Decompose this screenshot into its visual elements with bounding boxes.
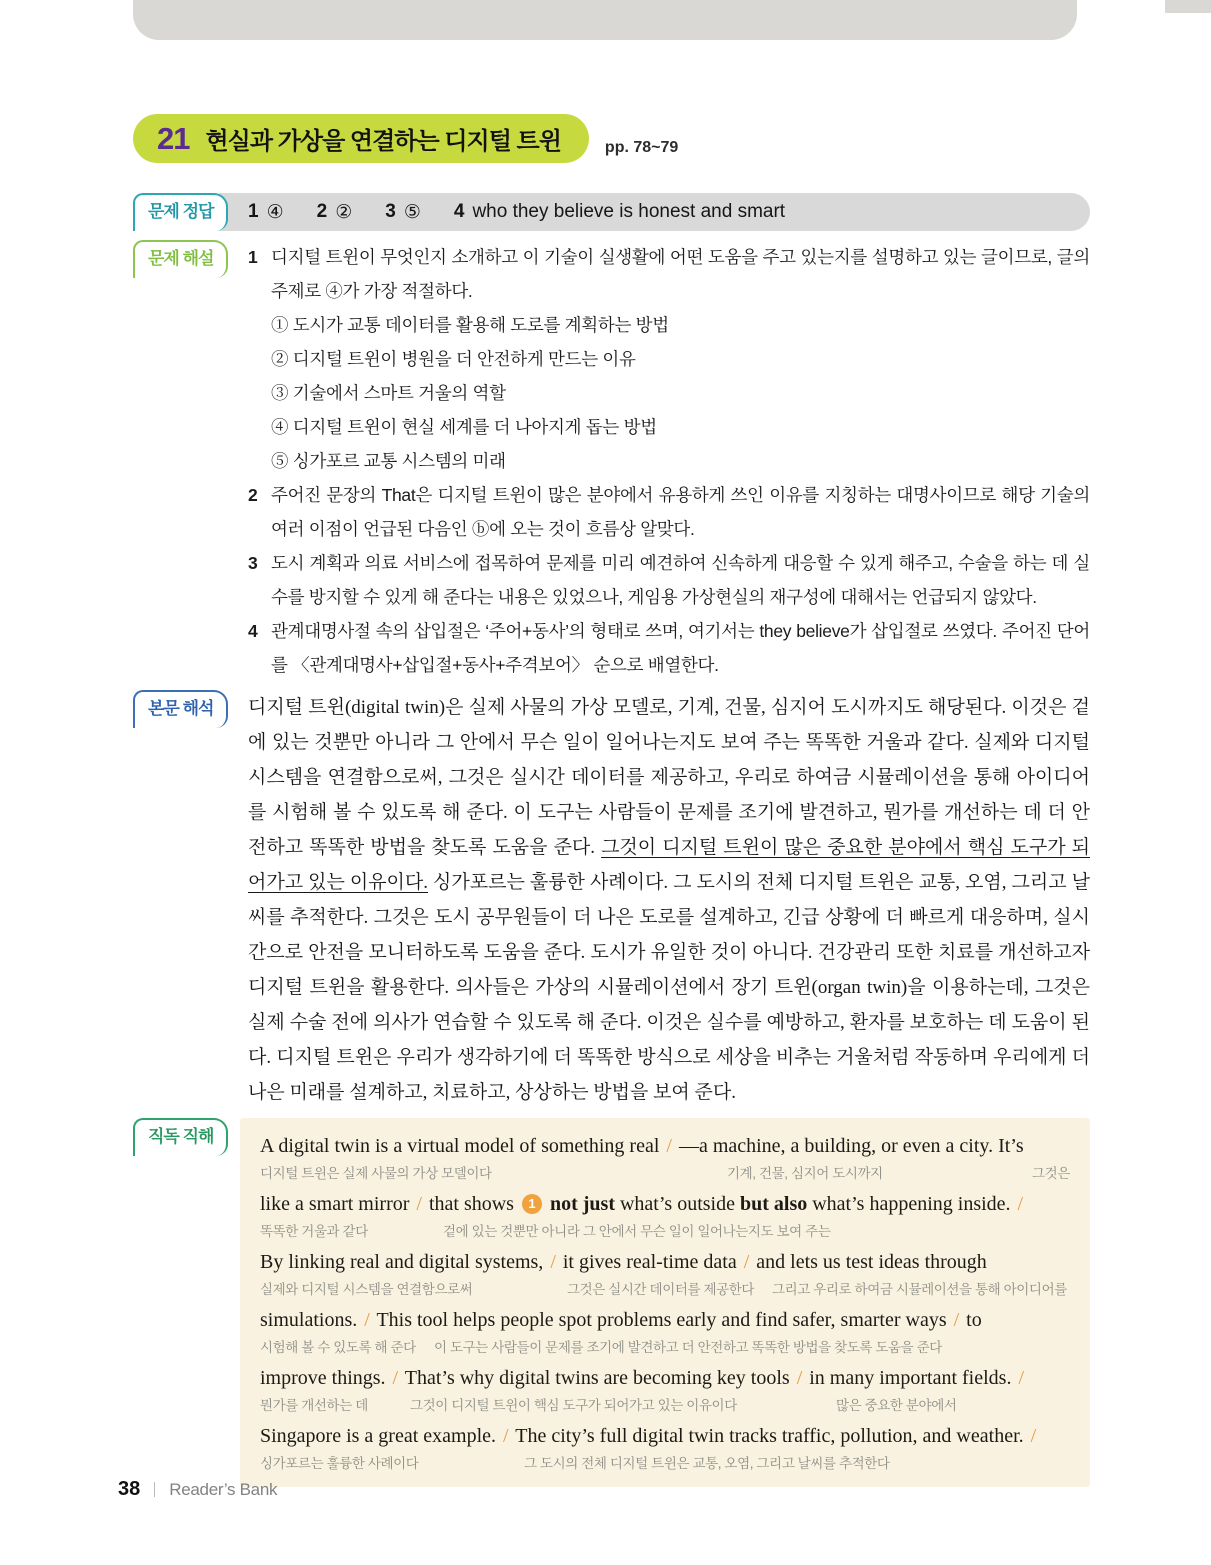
explanation-item-text: 도시 계획과 의료 서비스에 접목하여 문제를 미리 예견하여 신속하게 대응할 수 있게 해주고, 수술을 하는 데 실수를 방지할 수 있게 해 준다는 내용은 있었으나, 게임용 가상현실의 재구성에 대해서는 언급되지 않았다.: [271, 553, 1090, 607]
answer-number: 3: [385, 201, 396, 222]
english-line: [260, 1423, 1070, 1450]
korean-gloss: 겉에 있는 것뿐만 아니라 그 안에서 무슨 일이 일어나는지도 보여 주는: [443, 1224, 831, 1239]
answer-item: [248, 201, 284, 224]
phrase-slash: /: [953, 1309, 960, 1331]
scan-artifact-top: [133, 0, 1077, 40]
scan-artifact-corner: [1165, 0, 1211, 13]
korean-gloss: 기계, 건물, 심지어 도시까지: [727, 1166, 883, 1181]
answer-value: ④: [266, 201, 284, 223]
english-phrase: This tool helps people spot problems early and find safer, smarter ways: [376, 1309, 947, 1331]
explanation-item: [248, 478, 1090, 546]
korean-gloss-line: [260, 1162, 1070, 1181]
underlined-sentence: 그것이 디지털 트윈이 많은 중요한 분야에서 핵심 도구가 되어가고 있는 이유이다.: [248, 837, 1090, 893]
explanation-item-number: 2: [248, 485, 258, 505]
korean-gloss-line: [260, 1220, 1070, 1239]
english-phrase: —a machine, a building, or even a city. It’s: [678, 1135, 1024, 1157]
english-line: [260, 1191, 1070, 1218]
explanation-item-number: 4: [248, 621, 258, 641]
korean-gloss: 그것은 실시간 데이터를 제공한다: [567, 1282, 755, 1297]
english-phrase: and lets us test ideas through: [756, 1251, 987, 1273]
korean-gloss-line: [260, 1452, 1070, 1471]
book-title: Reader’s Bank: [169, 1479, 278, 1499]
reading-row-pair: [260, 1307, 1070, 1355]
answer-item: [317, 201, 353, 224]
explanation-item-text: 디지털 트윈이 무엇인지 소개하고 이 기술이 실생활에 어떤 도움을 주고 있는지를 설명하고 있는 글이므로, 글의 주제로 ④가 가장 적절하다.: [271, 247, 1090, 301]
explanation-body: [248, 240, 1090, 682]
answer-bar: [219, 193, 1090, 231]
explanation-item: [248, 614, 1090, 682]
explanation-item: [248, 546, 1090, 614]
korean-gloss: 디지털 트윈은 실제 사물의 가상 모델이다: [260, 1166, 492, 1181]
english-line: [260, 1365, 1070, 1392]
english-phrase: what’s happening inside.: [812, 1193, 1011, 1215]
reading-row-pair: [260, 1191, 1070, 1239]
page-number: 38: [118, 1478, 141, 1500]
answer-number: 4: [453, 201, 465, 222]
explanation-item-number: 1: [248, 247, 258, 267]
section-label-explanation: 문제 해설: [133, 240, 228, 278]
korean-gloss: 똑똑한 거울과 같다: [260, 1224, 368, 1239]
answer-value: who they believe is honest and smart: [472, 201, 786, 222]
reading-row-pair: [260, 1423, 1070, 1471]
answer-number: 1: [248, 201, 259, 222]
translation-text: 디지털 트윈(digital twin)은 실제 사물의 가상 모델로, 기계, 건물, 심지어 도시까지도 해당된다. 이것은 겉에 있는 것뿐만 아니라 그 안에서 무슨 일이 일어나는지도 보여 주는 똑똑한 거울과 같다. 실제와 디지털 시스템을 연결함으로써, 그것은 실시간 데이터를 제공하고, 우리로 하여금 시뮬레이션을 통해 아이디어를 시험해 볼 수 있도록 해 준다. 이 도구는 사람들이 문제를 조기에 발견하고, 뭔가를 개선하는 데 더 안전하고 똑똑한 방법을 찾도록 도움을 준다.: [248, 697, 1090, 858]
english-line: [260, 1307, 1070, 1334]
answer-item: [385, 201, 421, 224]
phrase-slash: /: [1030, 1425, 1037, 1447]
explanation-item-number: 3: [248, 553, 258, 573]
english-line: [260, 1133, 1070, 1160]
footer-divider: [154, 1482, 155, 1497]
english-phrase: A digital twin is a virtual model of something real: [260, 1135, 660, 1157]
korean-gloss-line: [260, 1278, 1070, 1297]
explanation-item: [248, 240, 1090, 478]
reading-row-pair: [260, 1365, 1070, 1413]
choice-item: ④ 디지털 트윈이 현실 세계를 더 나아지게 돕는 방법: [271, 417, 657, 437]
grammar-point-badge: 1: [522, 1194, 542, 1214]
unit-header: [133, 114, 678, 163]
english-phrase: what’s outside: [619, 1193, 735, 1215]
korean-gloss-line: [260, 1394, 1070, 1413]
answer-value: ⑤: [403, 201, 421, 223]
english-phrase: improve things.: [260, 1367, 386, 1389]
reading-row-pair: [260, 1249, 1070, 1297]
unit-number: 21: [157, 120, 190, 156]
answer-number: 2: [316, 201, 328, 222]
choice-item: ② 디지털 트윈이 병원을 더 안전하게 만드는 이유: [271, 349, 636, 369]
answer-item: [454, 201, 785, 223]
english-phrase: That’s why digital twins are becoming key tools: [404, 1367, 790, 1389]
english-phrase: in many important fields.: [809, 1367, 1012, 1389]
english-line: [260, 1249, 1070, 1276]
english-phrase: The city’s full digital twin tracks traffic, pollution, and weather.: [515, 1425, 1024, 1447]
phrase-slash: /: [364, 1309, 370, 1331]
answers-section: [0, 193, 1211, 231]
phrase-slash: /: [392, 1367, 399, 1389]
section-label-translation: 본문 해석: [133, 690, 228, 728]
unit-title: 현실과 가상을 연결하는 디지털 트윈: [205, 128, 561, 155]
bold-phrase: but also: [739, 1193, 808, 1215]
phrase-slash: /: [1018, 1367, 1024, 1389]
translation-paragraph: [248, 690, 1090, 1110]
english-phrase: Singapore is a great example.: [260, 1425, 497, 1447]
choice-item: ⑤ 싱가포르 교통 시스템의 미래: [271, 451, 506, 471]
answer-value: ②: [335, 201, 353, 223]
phrase-slash: /: [503, 1425, 509, 1447]
phrase-slash: /: [796, 1367, 803, 1389]
unit-header-pill: [133, 114, 589, 163]
korean-gloss-line: [260, 1336, 1070, 1355]
phrase-slash: /: [666, 1135, 672, 1157]
section-label-direct-reading: 직독 직해: [133, 1118, 228, 1156]
phrase-slash: /: [550, 1251, 556, 1273]
english-phrase: simulations.: [260, 1309, 358, 1331]
korean-gloss: 싱가포르는 훌륭한 사례이다: [260, 1456, 419, 1471]
explanation-item-text: 주어진 문장의 That은 디지털 트윈이 많은 분야에서 유용하게 쓰인 이유를 지칭하는 대명사이므로 해당 기술의 여러 이점이 언급된 다음인 ⓑ에 오는 것이 흐름상 알맞다.: [271, 485, 1090, 539]
choice-item: ③ 기술에서 스마트 거울의 역할: [271, 383, 506, 403]
explanation-section: [0, 240, 1211, 682]
korean-gloss: 그 도시의 전체 디지털 트윈은 교통, 오염, 그리고 날씨를 추적한다: [524, 1456, 890, 1471]
korean-gloss: 이 도구는 사람들이 문제를 조기에 발견하고 더 안전하고 똑똑한 방법을 찾도록 도움을 준다: [434, 1340, 942, 1355]
translation-section: [0, 690, 1211, 1110]
direct-reading-box: [240, 1118, 1090, 1487]
english-phrase: to: [966, 1309, 982, 1331]
explanation-item-text: 관계대명사절 속의 삽입절은 ‘주어+동사’의 형태로 쓰며, 여기서는 they believe가 삽입절로 쓰였다. 주어진 단어를 〈관계대명사+삽입절+동사+주격보어〉 순으로 배열한다.: [271, 621, 1090, 675]
korean-gloss: 시험해 볼 수 있도록 해 준다: [260, 1340, 416, 1355]
page-footer: [118, 1478, 277, 1501]
english-phrase: it gives real-time data: [562, 1251, 737, 1273]
phrase-slash: /: [416, 1193, 422, 1215]
korean-gloss: 그것이 디지털 트윈이 핵심 도구가 되어가고 있는 이유이다: [410, 1398, 737, 1413]
reading-row-pair: [260, 1133, 1070, 1181]
choice-item: ① 도시가 교통 데이터를 활용해 도로를 계획하는 방법: [271, 315, 669, 335]
korean-gloss: 실제와 디지털 시스템을 연결함으로써: [260, 1282, 473, 1297]
english-phrase: that shows: [428, 1193, 514, 1215]
phrase-slash: /: [1017, 1193, 1024, 1215]
korean-gloss: 많은 중요한 분야에서: [836, 1398, 957, 1413]
korean-gloss: 그리고 우리로 하여금 시뮬레이션을 통해 아이디어를: [772, 1282, 1067, 1297]
translation-text: 싱가포르는 훌륭한 사례이다. 그 도시의 전체 디지털 트윈은 교통, 오염, 그리고 날씨를 추적한다. 그것은 도시 공무원들이 더 나은 도로를 설계하고, 긴급 상황에 더 빠르게 대응하며, 실시간으로 안전을 모니터하도록 도움을 준다. 도시가 유일한 것이 아니다. 건강관리 또한 치료를 개선하고자 디지털 트윈을 활용한다. 의사들은 가상의 시뮬레이션에서 장기 트윈(organ twin)을 이용하는데, 그것은 실제 수술 전에 의사가 연습할 수 있도록 해 준다. 이것은 실수를 예방하고, 환자를 보호하는 데 도움이 된다. 디지털 트윈은 우리가 생각하기에 더 똑똑한 방식으로 세상을 비추는 거울처럼 작동하며 우리에게 더 나은 미래를 설계하고, 치료하고, 상상하는 방법을 보여 준다.: [248, 872, 1090, 1103]
section-label-answers: 문제 정답: [133, 193, 228, 231]
english-phrase: like a smart mirror: [260, 1193, 410, 1215]
english-phrase: By linking real and digital systems,: [260, 1251, 544, 1273]
bold-phrase: not just: [549, 1193, 615, 1215]
page-range: pp. 78~79: [604, 139, 679, 156]
korean-gloss: 그것은: [1032, 1166, 1070, 1181]
korean-gloss: 뭔가를 개선하는 데: [260, 1398, 368, 1413]
direct-reading-section: [0, 1118, 1211, 1487]
phrase-slash: /: [743, 1251, 750, 1273]
